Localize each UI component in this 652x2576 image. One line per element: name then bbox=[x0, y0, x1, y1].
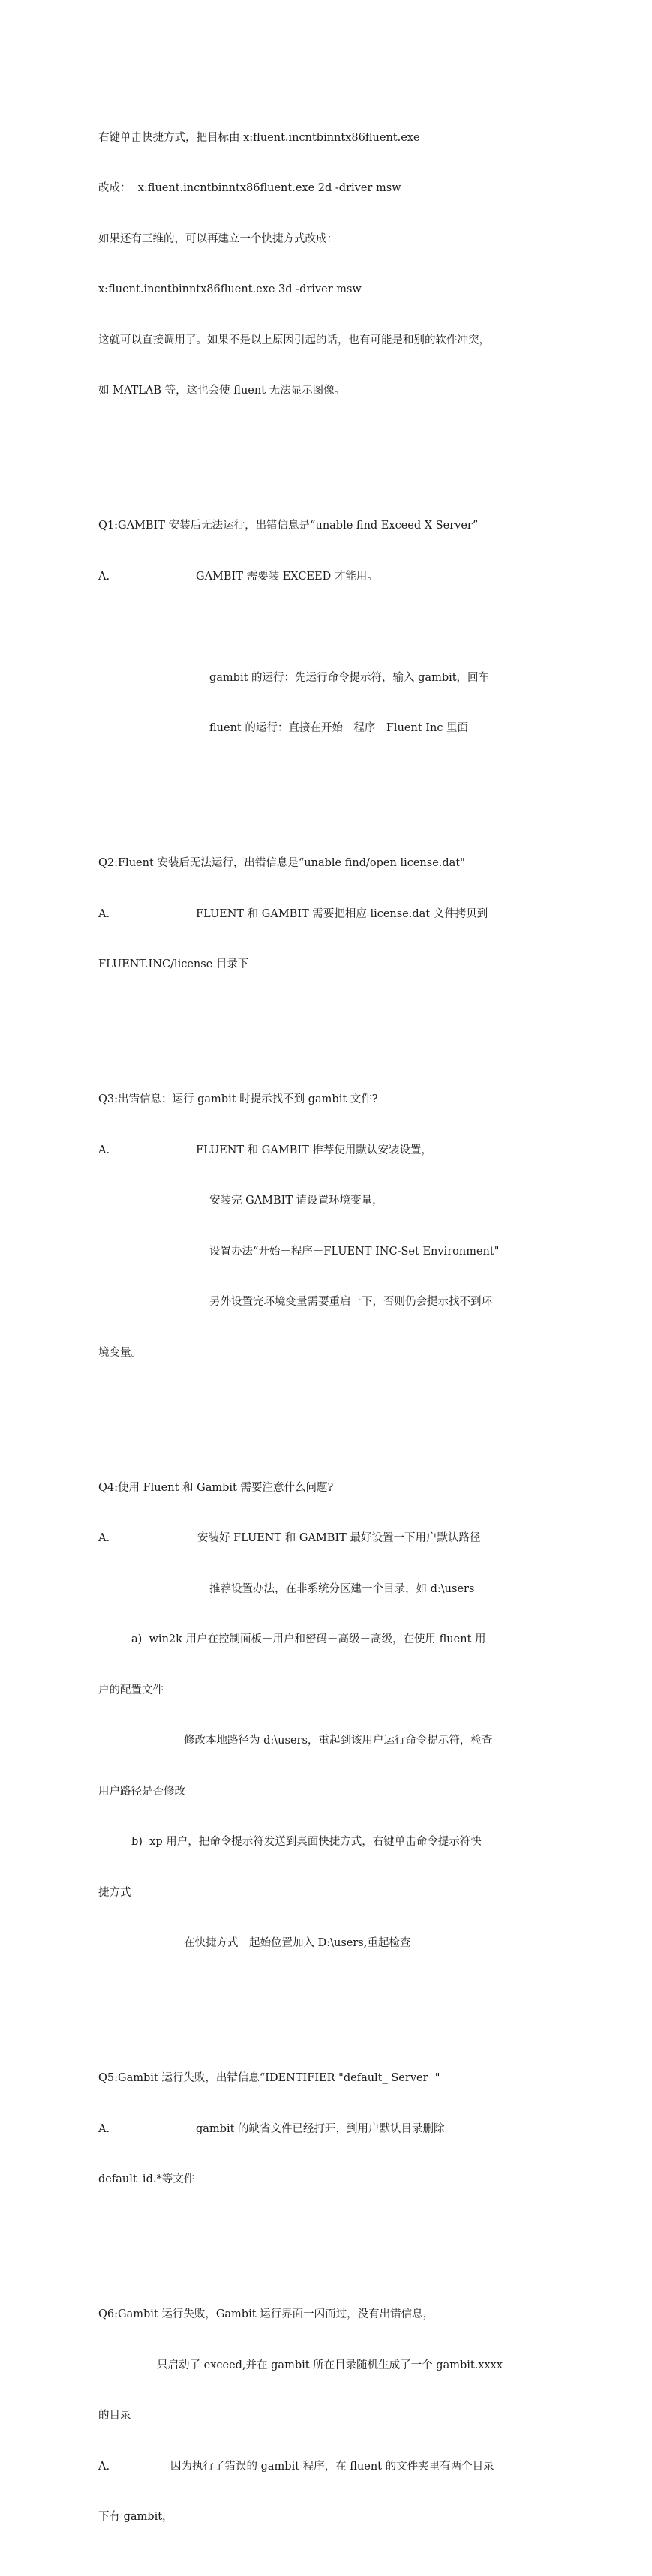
q4-answer: 安装好 FLUENT 和 GAMBIT 最好设置一下用户默认路径 bbox=[197, 1532, 481, 1544]
q3-line-4-cont: 境变量。 bbox=[98, 1346, 142, 1359]
q2-answer-cont: FLUENT.INC/license 目录下 bbox=[98, 958, 249, 970]
q5-answer-prefix: A. bbox=[98, 2122, 110, 2135]
q4-item-a-cont: 户的配置文件 bbox=[98, 1684, 164, 1696]
q1-note-2: fluent 的运行：直接在开始－程序－Fluent Inc 里面 bbox=[209, 722, 469, 734]
q2-answer: FLUENT 和 GAMBIT 需要把相应 license.dat 文件拷贝到 bbox=[196, 907, 488, 920]
intro-line-4: x:fluent.incntbinntx86fluent.exe 3d -driver msw bbox=[98, 283, 362, 295]
q2-answer-prefix: A. bbox=[98, 907, 110, 920]
q1-answer: GAMBIT 需要装 EXCEED 才能用。 bbox=[196, 570, 378, 583]
q3-answer-line bbox=[98, 1142, 557, 1159]
q6-question-line-2-cont: 的目录 bbox=[98, 2410, 131, 2422]
q3-question: Q3:出错信息：运行 gambit 时提示找不到 gambit 文件? bbox=[98, 1093, 378, 1105]
q4-item-a-detail: 修改本地路径为 d:\users，重起到该用户运行命令提示符，检查 bbox=[184, 1735, 493, 1747]
intro-line-6: 如 MATLAB 等，这也会使 fluent 无法显示图像。 bbox=[98, 385, 346, 397]
spacer bbox=[98, 1412, 557, 1429]
intro-line-5: 这就可以直接调用了。如果不是以上原因引起的话，也有可能是和别的软件冲突， bbox=[98, 334, 490, 346]
q4-line-2: 推荐设置办法，在非系统分区建一个目录，如 d:\users bbox=[209, 1582, 475, 1595]
q4-item-a: a) win2k 用户在控制面板－用户和密码－高级－高级，在使用 fluent 用 bbox=[131, 1633, 486, 1645]
q1-question: Q1:GAMBIT 安装后无法运行，出错信息是“unable find Exceed X Server” bbox=[98, 520, 479, 532]
document-body bbox=[98, 79, 557, 2576]
q5-question: Q5:Gambit 运行失败，出错信息“IDENTIFIER "default_ Server " bbox=[98, 2072, 440, 2084]
q6-answer: 因为执行了错误的 gambit 程序，在 fluent 的文件夹里有两个目录 bbox=[170, 2460, 494, 2473]
q3-line-2: 安装完 GAMBIT 请设置环境变量， bbox=[209, 1195, 383, 1207]
q1-answer-line bbox=[98, 568, 557, 586]
q4-item-b: b) xp 用户，把命令提示符发送到桌面快捷方式，右键单击命令提示符快 bbox=[131, 1836, 482, 1848]
q5-answer: gambit 的缺省文件已经打开，到用户默认目录删除 bbox=[196, 2122, 445, 2135]
q5-answer-line bbox=[98, 2121, 557, 2138]
q4-item-b-cont: 捷方式 bbox=[98, 1886, 131, 1899]
spacer bbox=[98, 1024, 557, 1041]
spacer bbox=[98, 787, 557, 805]
spacer bbox=[98, 2002, 557, 2020]
q1-note-1: gambit 的运行：先运行命令提示符，输入 gambit，回车 bbox=[209, 671, 490, 684]
q6-question-line-2: 只启动了 exceed,并在 gambit 所在目录随机生成了一个 gambit.xxxx bbox=[157, 2359, 503, 2371]
q4-answer-line bbox=[98, 1530, 557, 1547]
q2-answer-line bbox=[98, 906, 557, 923]
q4-item-a-detail-cont: 用户路径是否修改 bbox=[98, 1785, 185, 1798]
q6-answer-prefix: A. bbox=[98, 2460, 110, 2473]
q6-question: Q6:Gambit 运行失败，Gambit 运行界面一闪而过，没有出错信息， bbox=[98, 2308, 434, 2320]
q2-question: Q2:Fluent 安装后无法运行，出错信息是“unable find/open license.dat" bbox=[98, 857, 465, 869]
q4-question: Q4:使用 Fluent 和 Gambit 需要注意什么问题? bbox=[98, 1481, 334, 1494]
q6-answer-cont: 下有 gambit， bbox=[98, 2511, 173, 2523]
spacer bbox=[98, 450, 557, 467]
q5-answer-cont: default_id.*等文件 bbox=[98, 2173, 195, 2185]
q4-answer-prefix: A. bbox=[98, 1532, 110, 1544]
spacer bbox=[98, 2239, 557, 2256]
intro-line-1: 右键单击快捷方式，把目标由 x:fluent.incntbinntx86fluent.exe bbox=[98, 131, 420, 144]
q3-line-3: 设置办法“开始－程序－FLUENT INC-Set Environment" bbox=[209, 1245, 500, 1258]
q3-answer-prefix: A. bbox=[98, 1144, 110, 1156]
q4-item-b-detail: 在快捷方式－起始位置加入 D:\users,重起检查 bbox=[184, 1937, 411, 1949]
intro-line-2: 改成： x:fluent.incntbinntx86fluent.exe 2d -driver msw bbox=[98, 182, 401, 194]
intro-line-3: 如果还有三维的，可以再建立一个快捷方式改成： bbox=[98, 232, 338, 245]
spacer bbox=[98, 619, 557, 636]
q3-line-4: 另外设置完环境变量需要重启一下，否则仍会提示找不到环 bbox=[209, 1296, 492, 1308]
q1-answer-prefix: A. bbox=[98, 570, 110, 583]
q6-answer-line bbox=[98, 2458, 557, 2476]
q3-answer: FLUENT 和 GAMBIT 推荐使用默认安装设置， bbox=[196, 1144, 432, 1156]
